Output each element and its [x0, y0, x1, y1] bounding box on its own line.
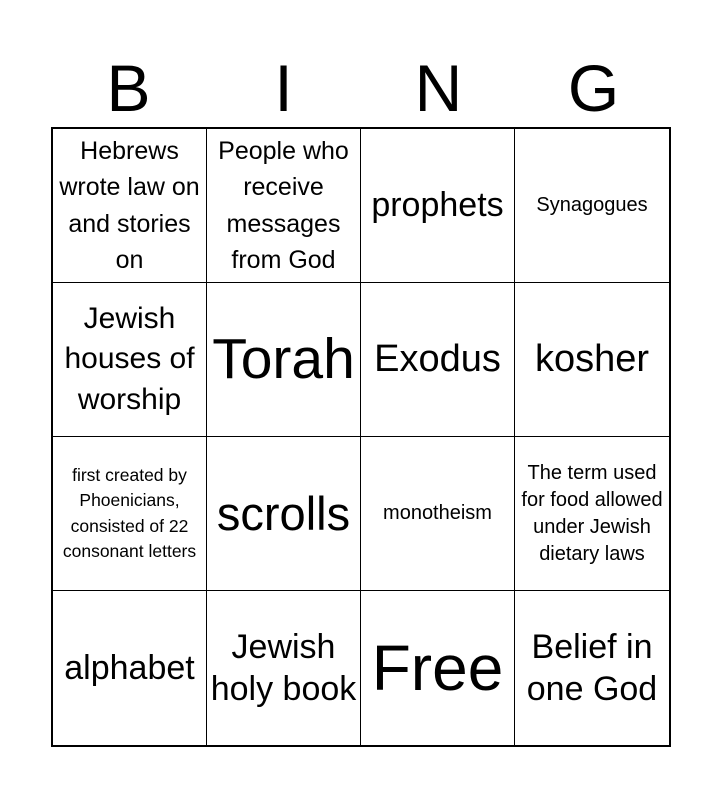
header-letter-b: B	[106, 51, 151, 125]
bingo-cell: Hebrews wrote law on and stories on	[53, 129, 207, 283]
bingo-cell: Jewish houses of worship	[53, 283, 207, 437]
bingo-cell: Jewish holy book	[207, 591, 361, 745]
bingo-board	[51, 127, 671, 747]
bingo-cell: first created by Phoenicians, consisted of 22 consonant letters	[53, 437, 207, 591]
header-letter-g: G	[567, 51, 620, 125]
bingo-header	[51, 48, 671, 128]
bingo-cell: Belief in one God	[526, 627, 658, 708]
bingo-cell: kosher	[515, 283, 669, 437]
bingo-cell: alphabet	[53, 591, 207, 745]
bingo-cell: People who receive messages from God	[207, 129, 361, 283]
bingo-cell: The term used for food allowed under Jewish dietary laws	[515, 437, 669, 591]
bingo-cell: monotheism	[361, 437, 515, 591]
bingo-cell: scrolls	[207, 437, 361, 591]
header-letter-i: I	[274, 51, 293, 125]
header-letter-n: N	[414, 51, 463, 125]
bingo-cell: Exodus	[361, 283, 515, 437]
bingo-cell: Torah	[207, 283, 361, 437]
bingo-cell: Synagogues	[515, 129, 669, 283]
bingo-free-cell: Free	[361, 591, 515, 745]
bingo-cell: prophets	[361, 129, 515, 283]
